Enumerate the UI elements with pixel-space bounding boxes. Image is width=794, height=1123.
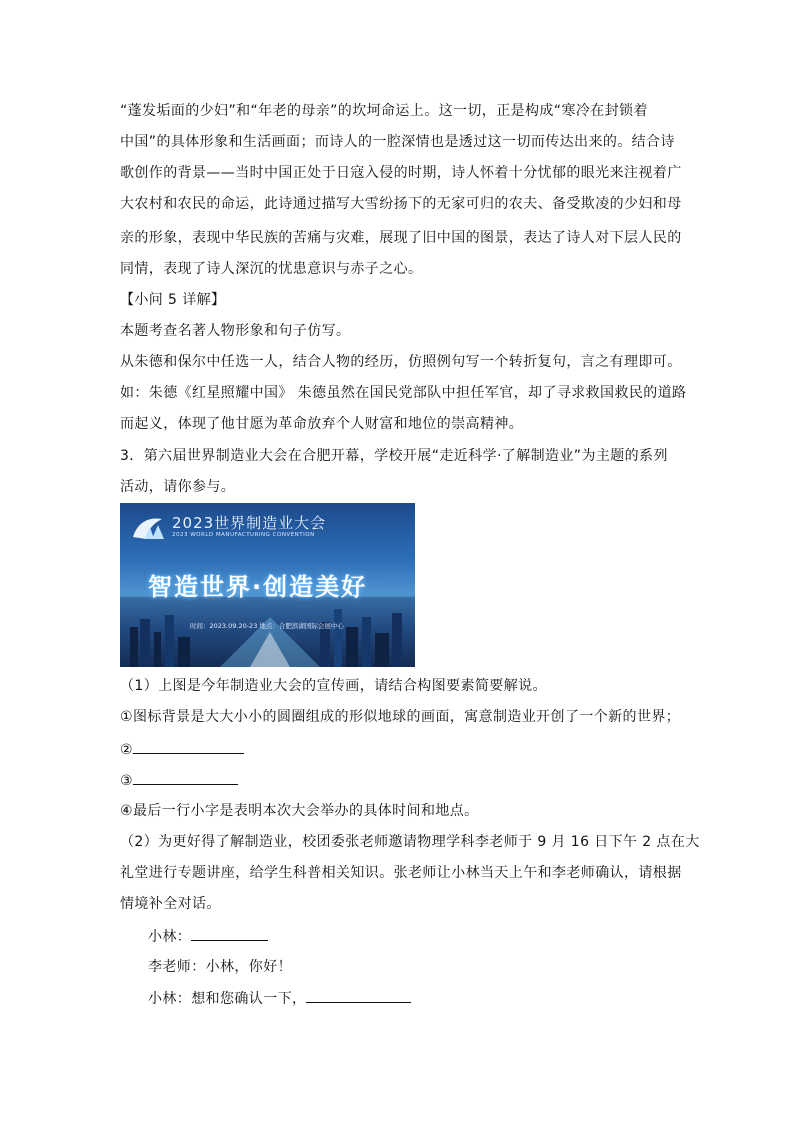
paragraph-line: 亲的形象，表现中华民族的苦痛与灾难，展现了旧中国的图景，表达了诗人对下层人民的 xyxy=(120,230,682,246)
answer-blank-3[interactable] xyxy=(133,770,238,785)
dialogue-speaker: 小林：想和您确认一下， xyxy=(148,991,307,1007)
answer-item-2 xyxy=(120,739,244,760)
paragraph-line: 从朱德和保尔中任选一人，结合人物的经历，仿照例句写一个转折复句，言之有理即可。 xyxy=(120,354,682,370)
paragraph-line: 歌创作的背景——当时中国正处于日寇入侵的时期，诗人怀着十分忧郁的眼光来注视着广 xyxy=(120,165,682,181)
dialogue-blank-3[interactable] xyxy=(306,988,411,1003)
answer-item-2-label: ② xyxy=(120,742,133,758)
poster-slogan: 智造世界·创造美好 xyxy=(148,573,368,601)
dialogue-speaker: 小林： xyxy=(148,929,192,945)
paragraph-line: 大农村和农民的命运，此诗通过描写大雪纷扬下的无家可归的农夫、备受欺凌的少妇和母 xyxy=(120,196,682,212)
paragraph-line: “蓬发垢面的少妇”和“年老的母亲”的坎坷命运上。这一切，正是构成“寒冷在封锁着 xyxy=(120,103,648,119)
question-3-line: 3．第六届世界制造业大会在合肥开幕，学校开展“走近科学·了解制造业”为主题的系列 xyxy=(120,448,668,464)
question-part-1: （1）上图是今年制造业大会的宣传画，请结合构图要素简要解说。 xyxy=(120,678,547,694)
paragraph-line: 中国”的具体形象和生活画面；而诗人的一腔深情也是透过这一切而传达出来的。结合诗 xyxy=(120,134,675,150)
paragraph-line: 礼堂进行专题讲座，给学生科普相关知识。张老师让小林当天上午和李老师确认，请根据 xyxy=(120,865,682,881)
question-part-2: （2）为更好得了解制造业，校团委张老师邀请物理学科李老师于 9 月 16 日下午 2 点在大 xyxy=(120,834,700,850)
dialogue-line-2: 李老师：小林，你好！ xyxy=(148,959,292,975)
city-skyline-graphic xyxy=(120,597,415,667)
wmc-logo-icon xyxy=(130,513,168,543)
answer-item-3-label: ③ xyxy=(120,773,133,789)
dialogue-line-3 xyxy=(148,988,411,1009)
paragraph-line: 同情，表现了诗人深沉的忧患意识与赤子之心。 xyxy=(120,261,423,277)
answer-item-4: ④最后一行小字是表明本次大会举办的具体时间和地点。 xyxy=(120,803,479,819)
dialogue-blank-1[interactable] xyxy=(191,926,268,941)
section-heading: 【小问 5 详解】 xyxy=(120,292,226,308)
paragraph-line: 而起义，体现了他甘愿为革命放弃个人财富和地位的崇高精神。 xyxy=(120,416,524,432)
answer-blank-2[interactable] xyxy=(133,739,244,754)
poster-subtitle: 2023 WORLD MANUFACTURING CONVENTION xyxy=(172,532,315,538)
paragraph-line: 本题考查名著人物形象和句子仿写。 xyxy=(120,323,351,339)
answer-item-1: ①图标背景是大大小小的圆圈组成的形似地球的画面，寓意制造业开创了一个新的世界； xyxy=(120,709,681,725)
poster-info: 时间：2023.09.20-23 地点：合肥滨湖国际会展中心 xyxy=(190,622,344,630)
poster-title: 2023世界制造业大会 xyxy=(172,514,327,532)
dialogue-line-1 xyxy=(148,926,268,947)
paragraph-line: 如：朱德《红星照耀中国》 朱德虽然在国民党部队中担任军官，却了寻求救国救民的道路 xyxy=(120,385,687,401)
paragraph-line: 活动，请你参与。 xyxy=(120,479,236,495)
answer-item-3 xyxy=(120,770,238,791)
paragraph-line: 情境补全对话。 xyxy=(120,896,221,912)
convention-poster-image xyxy=(120,503,415,667)
